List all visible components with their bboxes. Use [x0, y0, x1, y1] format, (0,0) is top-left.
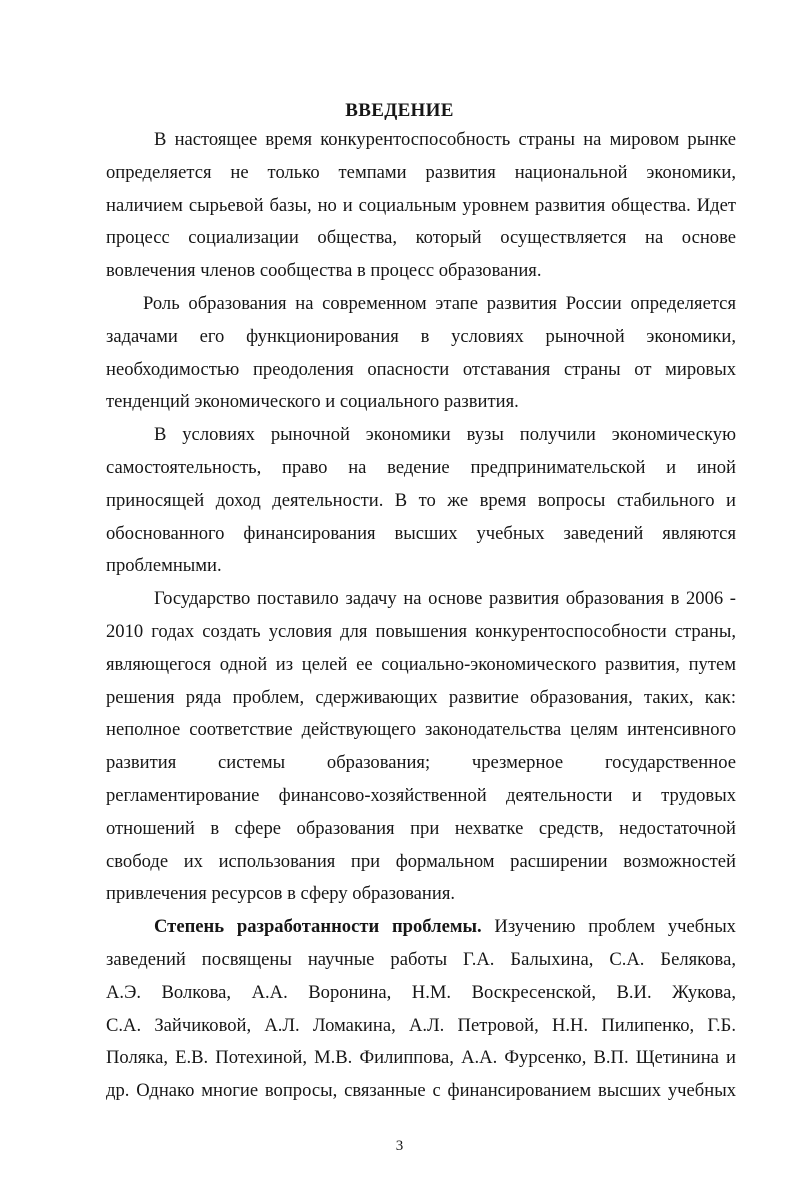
page-title: ВВЕДЕНИЕ	[345, 100, 454, 121]
text-line: Государство поставило задачу на основе развития образования в 2006 -	[154, 588, 736, 610]
text-line: приносящей доход деятельности. В то же время вопросы стабильного и	[106, 489, 736, 511]
text-line	[106, 911, 736, 944]
page-number: 3	[395, 1138, 404, 1154]
text-line: заведений посвящены научные работы Г.А. Балыхина, С.А. Белякова,	[106, 948, 736, 970]
text-line: В настоящее время конкурентоспособность страны на мировом рынке	[154, 129, 736, 150]
text-line: отношений в сфере образования при нехватке средств, недостаточной	[106, 817, 736, 839]
text-line: процесс социализации общества, который осуществляется на основе	[106, 227, 736, 249]
paragraph-2	[106, 288, 736, 419]
text-line: развития системы образования; чрезмерное государственное	[106, 752, 736, 774]
text-line: решения ряда проблем, сдерживающих развитие образования, таких, как:	[106, 686, 736, 708]
text-line: неполное соответствие действующего законодательства целям интенсивного	[106, 719, 736, 741]
text-line: задачами его функционирования в условиях рыночной экономики,	[106, 325, 736, 347]
text-line: Роль образования на современном этапе развития России определяется	[143, 292, 736, 314]
paragraph-5	[106, 911, 736, 1108]
paragraph-4	[106, 583, 736, 911]
text-line: В условиях рыночной экономики вузы получили экономическую	[154, 424, 736, 446]
text-line: регламентирование финансово-хозяйственной деятельности и трудовых	[106, 784, 736, 806]
section-lead-bold: Степень разработанности проблемы.	[154, 916, 482, 938]
text-line: Поляка, Е.В. Потехиной, М.В. Филиппова, А.А. Фурсенко, В.П. Щетинина и	[106, 1047, 736, 1069]
text-line: тенденций экономического и социального развития.	[106, 391, 519, 413]
text-line: вовлечения членов сообщества в процесс образования.	[106, 260, 542, 282]
text-line: привлечения ресурсов в сферу образования.	[106, 883, 456, 905]
text-line: С.А. Зайчиковой, А.Л. Ломакина, А.Л. Петровой, Н.Н. Пилипенко, Г.Б.	[106, 1014, 736, 1036]
paragraph-3	[106, 419, 736, 583]
text-line: свободе их использования при формальном расширении возможностей	[106, 850, 736, 872]
body-text	[106, 120, 736, 1108]
text-line: др. Однако многие вопросы, связанные с финансированием высших учебных	[106, 1080, 736, 1102]
text-line: наличием сырьевой базы, но и социальным уровнем развития общества. Идет	[106, 194, 736, 216]
text-line: определяется не только темпами развития национальной экономики,	[106, 161, 736, 183]
text-line: необходимостью преодоления опасности отставания страны от мировых	[106, 358, 736, 380]
text-line: А.Э. Волкова, А.А. Воронина, Н.М. Воскресенской, В.И. Жукова,	[106, 981, 736, 1003]
text-fragment: Изучению проблем учебных	[481, 916, 736, 938]
text-line: 2010 годах создать условия для повышения конкурентоспособности страны,	[106, 620, 736, 642]
text-line: являющегося одной из целей ее социально-экономического развития, путем	[106, 653, 736, 675]
text-line: обоснованного финансирования высших учебных заведений являются	[106, 522, 736, 544]
text-line: проблемными.	[106, 555, 222, 577]
paragraph-1	[106, 124, 736, 288]
text-line: самостоятельность, право на ведение предпринимательской и иной	[106, 456, 736, 478]
